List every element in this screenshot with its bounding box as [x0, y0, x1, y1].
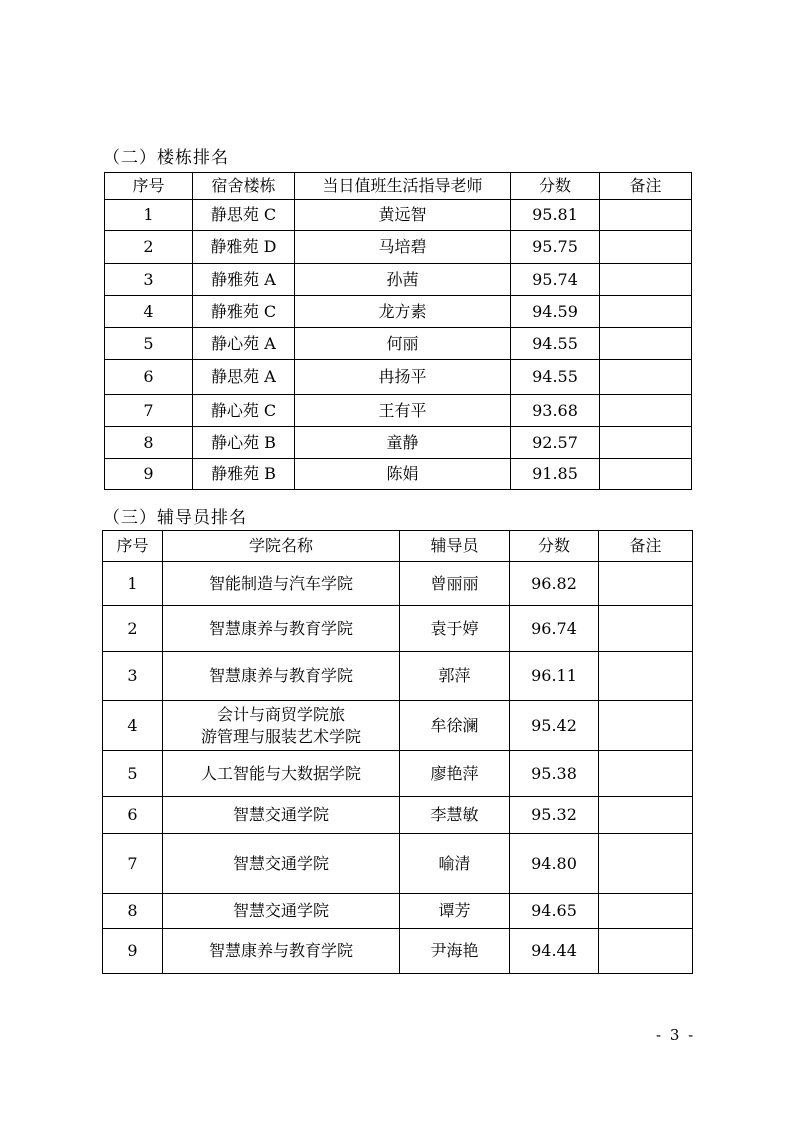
cell-score: 95.75 [511, 231, 600, 264]
cell-rank: 9 [105, 459, 193, 490]
cell-rank: 9 [103, 929, 163, 974]
cell-rank: 7 [105, 395, 193, 427]
cell-rank: 7 [103, 834, 163, 894]
page-number: - 3 - [656, 1026, 696, 1044]
cell-name-b: 尹海艳 [400, 929, 510, 974]
cell-name-a: 智慧康养与教育学院 [163, 652, 400, 701]
cell-rank: 6 [105, 360, 193, 395]
cell-name-b: 曾丽丽 [400, 562, 510, 606]
cell-name-b: 黄远智 [295, 200, 511, 231]
cell-rank: 6 [103, 797, 163, 834]
cell-score: 96.82 [510, 562, 599, 606]
cell-remark [600, 296, 692, 328]
section-heading-counselor-ranking: （三）辅导员排名 [103, 508, 247, 528]
table-row [105, 395, 692, 427]
table-row [103, 751, 693, 797]
cell-score: 95.32 [510, 797, 599, 834]
cell-rank: 4 [103, 701, 163, 751]
cell-name-b: 冉扬平 [295, 360, 511, 395]
cell-remark [600, 459, 692, 490]
table-header-row [105, 173, 692, 200]
column-header-remark: 备注 [600, 173, 692, 200]
cell-score: 91.85 [511, 459, 600, 490]
cell-name-a: 静雅苑 D [193, 231, 295, 264]
cell-score: 94.59 [511, 296, 600, 328]
column-header-remark: 备注 [599, 531, 693, 562]
cell-name-b: 袁于婷 [400, 606, 510, 652]
table-row [105, 328, 692, 360]
table-row [103, 929, 693, 974]
cell-remark [599, 797, 693, 834]
table-row [105, 264, 692, 296]
cell-remark [599, 606, 693, 652]
building-ranking-table [104, 172, 692, 490]
cell-rank: 5 [103, 751, 163, 797]
cell-score: 94.80 [510, 834, 599, 894]
column-header-name-a: 学院名称 [163, 531, 400, 562]
cell-score: 96.74 [510, 606, 599, 652]
table-row [103, 701, 693, 751]
cell-remark [600, 328, 692, 360]
cell-name-a: 智慧交通学院 [163, 834, 400, 894]
cell-name-a: 智慧交通学院 [163, 894, 400, 929]
cell-score: 92.57 [511, 427, 600, 459]
cell-rank: 2 [105, 231, 193, 264]
cell-remark [600, 231, 692, 264]
table-row [103, 894, 693, 929]
cell-rank: 1 [105, 200, 193, 231]
cell-name-b: 廖艳萍 [400, 751, 510, 797]
cell-rank: 3 [103, 652, 163, 701]
column-header-rank: 序号 [105, 173, 193, 200]
cell-name-a: 智慧康养与教育学院 [163, 606, 400, 652]
cell-name-a: 静雅苑 A [193, 264, 295, 296]
cell-name-b: 郭萍 [400, 652, 510, 701]
cell-score: 95.42 [510, 701, 599, 751]
cell-remark [599, 834, 693, 894]
cell-score: 94.65 [510, 894, 599, 929]
cell-name-a: 静思苑 C [193, 200, 295, 231]
cell-name-a: 静心苑 A [193, 328, 295, 360]
cell-name-b: 童静 [295, 427, 511, 459]
cell-name-b: 李慧敏 [400, 797, 510, 834]
table-row [105, 296, 692, 328]
cell-score: 94.55 [511, 360, 600, 395]
section-heading-building-ranking: （二）楼栋排名 [103, 148, 229, 168]
cell-name-a: 静心苑 C [193, 395, 295, 427]
cell-name-a: 静心苑 B [193, 427, 295, 459]
table-row [103, 797, 693, 834]
cell-remark [599, 562, 693, 606]
cell-rank: 4 [105, 296, 193, 328]
cell-name-a: 静思苑 A [193, 360, 295, 395]
cell-remark [600, 200, 692, 231]
table-row [105, 360, 692, 395]
cell-rank: 5 [105, 328, 193, 360]
cell-name-a: 会计与商贸学院旅 游管理与服装艺术学院 [163, 701, 400, 751]
cell-remark [599, 652, 693, 701]
column-header-name-b: 当日值班生活指导老师 [295, 173, 511, 200]
cell-rank: 8 [105, 427, 193, 459]
cell-score: 95.38 [510, 751, 599, 797]
column-header-name-a: 宿舍楼栋 [193, 173, 295, 200]
counselor-ranking-table [102, 530, 693, 974]
cell-remark [600, 427, 692, 459]
cell-name-b: 喻清 [400, 834, 510, 894]
cell-name-b: 王有平 [295, 395, 511, 427]
table-row [105, 459, 692, 490]
cell-score: 95.81 [511, 200, 600, 231]
table-row [105, 200, 692, 231]
cell-remark [600, 395, 692, 427]
cell-remark [600, 264, 692, 296]
table-header-row [103, 531, 693, 562]
cell-remark [600, 360, 692, 395]
cell-remark [599, 751, 693, 797]
cell-name-a: 智能制造与汽车学院 [163, 562, 400, 606]
cell-name-a: 智慧交通学院 [163, 797, 400, 834]
cell-name-b: 孙茜 [295, 264, 511, 296]
column-header-name-b: 辅导员 [400, 531, 510, 562]
cell-score: 95.74 [511, 264, 600, 296]
cell-rank: 1 [103, 562, 163, 606]
cell-score: 93.68 [511, 395, 600, 427]
cell-remark [599, 701, 693, 751]
cell-score: 94.55 [511, 328, 600, 360]
cell-name-b: 何丽 [295, 328, 511, 360]
cell-name-b: 马培碧 [295, 231, 511, 264]
column-header-score: 分数 [511, 173, 600, 200]
cell-name-b: 牟徐澜 [400, 701, 510, 751]
cell-name-b: 谭芳 [400, 894, 510, 929]
cell-rank: 2 [103, 606, 163, 652]
cell-name-b: 龙方素 [295, 296, 511, 328]
cell-name-b: 陈娟 [295, 459, 511, 490]
cell-name-a: 静雅苑 B [193, 459, 295, 490]
table-row [103, 652, 693, 701]
cell-name-a: 智慧康养与教育学院 [163, 929, 400, 974]
table-row [103, 562, 693, 606]
cell-remark [599, 929, 693, 974]
cell-rank: 8 [103, 894, 163, 929]
cell-remark [599, 894, 693, 929]
column-header-rank: 序号 [103, 531, 163, 562]
cell-name-a: 静雅苑 C [193, 296, 295, 328]
column-header-score: 分数 [510, 531, 599, 562]
table-row [105, 231, 692, 264]
cell-score: 94.44 [510, 929, 599, 974]
table-row [103, 834, 693, 894]
table-row [105, 427, 692, 459]
cell-score: 96.11 [510, 652, 599, 701]
table-row [103, 606, 693, 652]
cell-rank: 3 [105, 264, 193, 296]
cell-name-a: 人工智能与大数据学院 [163, 751, 400, 797]
